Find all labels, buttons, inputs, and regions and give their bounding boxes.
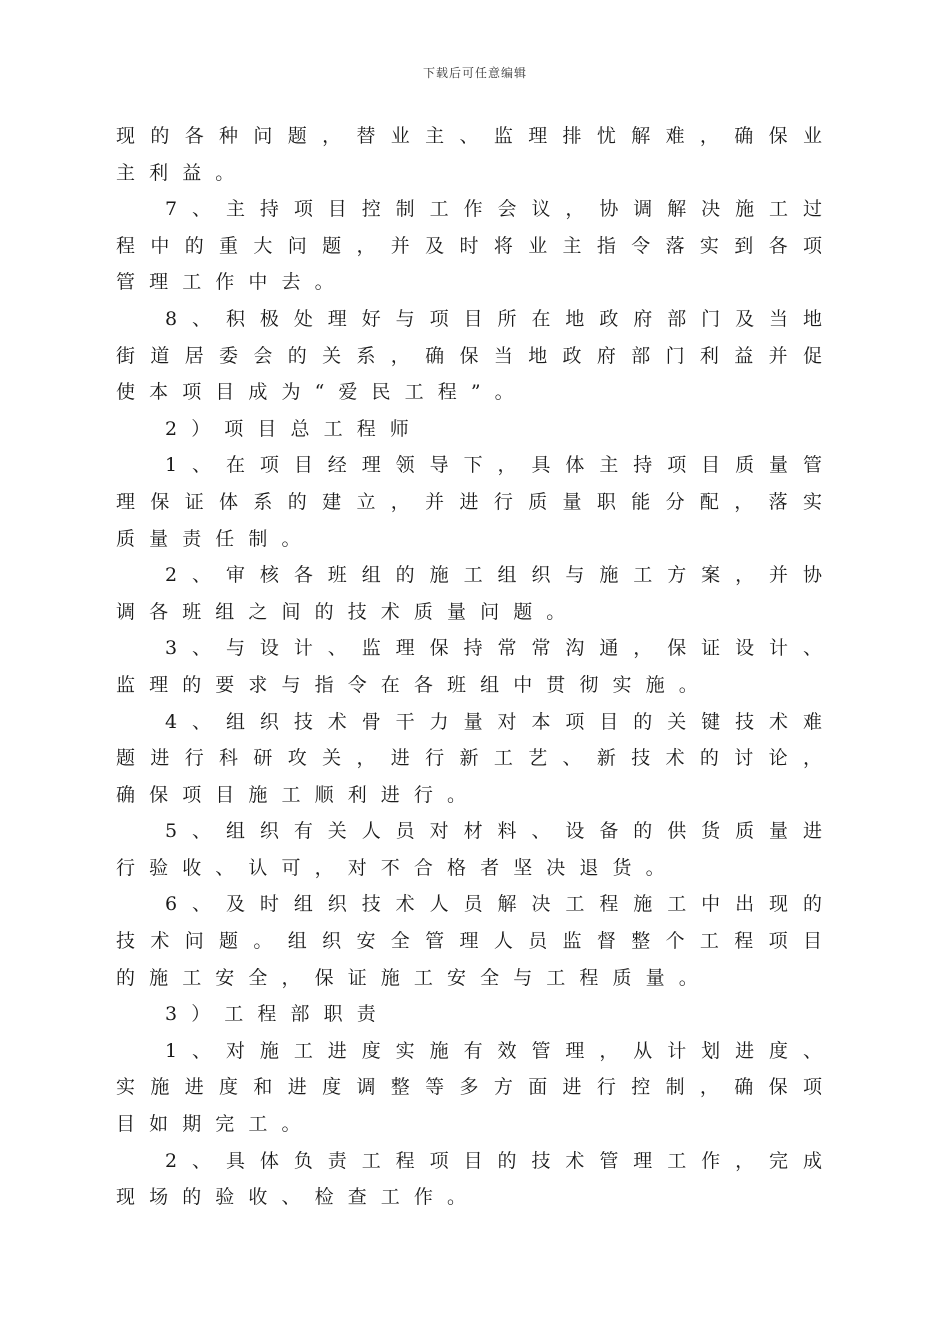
paragraph-item-2: 2、具体负责工程项目的技术管理工作，完成现场的验收、检查工作。 [116, 1149, 837, 1209]
paragraph-item-5: 5、组织有关人员对材料、设备的供货质量进行验收、认可，对不合格者坚决退货。 [116, 820, 837, 879]
paragraph-item-2: 2、审核各班组的施工组织与施工方案，并协调各班组之间的技术质量问题。 [116, 564, 837, 623]
section-heading-chief-engineer: 2）项目总工程师 [165, 417, 423, 440]
paragraph-item-3: 3、与设计、监理保持常常沟通，保证设计、监理的要求与指令在各班组中贯彻实施。 [116, 637, 837, 696]
section-heading-engineering-dept: 3）工程部职责 [165, 1003, 390, 1026]
paragraph-item-6: 6、及时组织技术人员解决工程施工中出现的技术问题。组织安全管理人员监督整个工程项目的施工安全，保证施工安全与工程质量。 [116, 893, 837, 989]
paragraph-item-1: 1、对施工进度实施有效管理，从计划进度、实施进度和进度调整等多方面进行控制，确保项目如期完工。 [116, 1039, 837, 1136]
paragraph-item-7: 7、主持项目控制工作会议，协调解决施工过程中的重大问题，并及时将业主指令落实到各项管理工作中去。 [116, 198, 837, 294]
paragraph-item-8: 8、积极处理好与项目所在地政府部门及当地街道居委会的关系，确保当地政府部门利益并促使本项目成为“爱民工程”。 [116, 307, 837, 404]
paragraph-item-4: 4、组织技术骨干力量对本项目的关键技术难题进行科研攻关，进行新工艺、新技术的讨论，确保项目施工顺利进行。 [116, 710, 837, 806]
document-body [116, 118, 837, 1216]
paragraph-item-1: 1、在项目经理领导下，具体主持项目质量管理保证体系的建立，并进行质量职能分配，落实质量责任制。 [116, 454, 837, 550]
page-header: 下载后可任意编辑 [422, 66, 527, 80]
paragraph-continuation: 现的各种问题，替业主、监理排忧解难，确保业主利益。 [116, 125, 837, 184]
